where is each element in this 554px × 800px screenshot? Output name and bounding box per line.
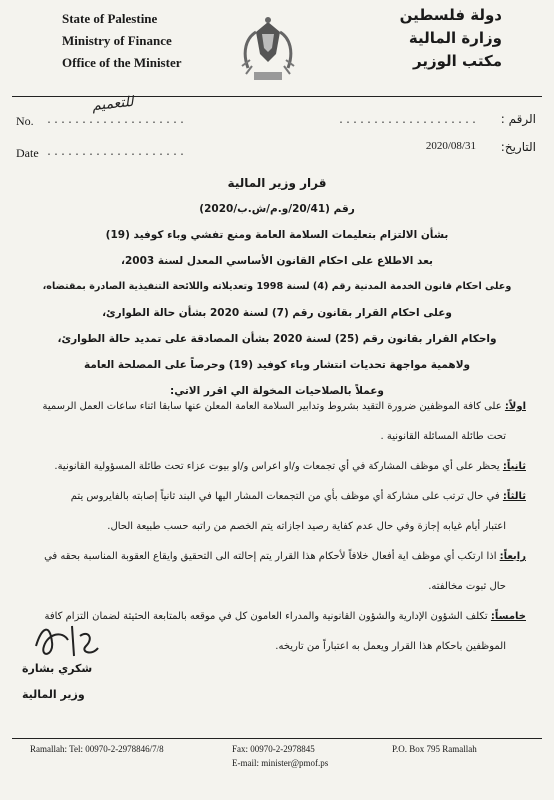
clause-line: اعتبار أيام غيابه إجازة وفي حال عدم كفاية رصيد اجازاته يتم الخصم من راتبه حسب طبيعة الحال. xyxy=(107,521,506,532)
preamble-line: وعلى احكام قانون الخدمة المدنية رقم (4) لسنة 1998 وتعديلاته واللائحة التنفيذية الصادرة بمقتضاه، xyxy=(42,281,512,292)
clause-line: ثانياً: يحظر على أي موظف المشاركة في أي تجمعات و/او اعراس و/او بيوت عزاء تحت طائلة المسؤولية القانونية. xyxy=(54,461,526,472)
palestine-emblem-icon xyxy=(236,16,300,90)
preamble-line: وعلى احكام القرار بقانون رقم (7) لسنة 2020 بشأن حالة الطوارئ، xyxy=(102,307,452,319)
decision-preamble xyxy=(20,170,534,404)
clause-line: اولاً: على كافة الموظفين ضرورة التقيد بشروط وتدابير السلامة العامة المعلن عنها سابقا اثناء ساعات العمل الرسمية xyxy=(42,401,526,412)
clause-line: تحت طائلة المسائلة القانونية . xyxy=(380,431,506,442)
preamble-line: بعد الاطلاع على احكام القانون الأساسي المعدل لسنة 2003، xyxy=(121,255,433,267)
ministry-name-en: Ministry of Finance xyxy=(62,33,172,48)
clause-line: الموظفين باحكام هذا القرار ويعمل به اعتباراً من تاريخه. xyxy=(275,641,506,652)
office-name-ar: مكتب الوزير xyxy=(412,52,502,70)
footer-pobox: P.O. Box 795 Ramallah xyxy=(392,744,477,754)
preamble-line: واحكام القرار بقانون رقم (25) لسنة 2020 بشأن المصادقة على تمديد حالة الطوارئ، xyxy=(57,333,497,345)
date-label-ar: التاريخ: xyxy=(500,140,536,154)
decision-title: قرار وزير المالية xyxy=(227,176,327,190)
state-name-ar: دولة فلسطين xyxy=(399,6,502,24)
footer-address: Ramallah: Tel: 00970-2-2978846/7/8 xyxy=(30,744,164,754)
number-dots: .................... xyxy=(46,116,187,127)
clause-line: خامساً: تكلف الشؤون الإدارية والشؤون القانونية والمدراء العامون كل في موقعه بالمتابعة الحثيثة لضمان التزام كافة xyxy=(44,611,526,622)
decision-subject: بشأن الالتزام بتعليمات السلامة العامة ومنع تفشي وباء كوفيد (19) xyxy=(105,229,449,241)
ministry-name-ar: وزارة المالية xyxy=(408,29,502,47)
clause-line: حال ثبوت مخالفته. xyxy=(428,581,506,592)
footer-email: E-mail: minister@pmof.ps xyxy=(232,758,329,768)
preamble-line: وعملاً بالصلاحيات المخولة الي اقرر الاتي: xyxy=(170,385,384,397)
header-divider xyxy=(12,96,542,97)
footer-divider xyxy=(12,738,542,739)
state-name-en: State of Palestine xyxy=(62,11,158,26)
number-dots-ar: .................... xyxy=(337,116,478,127)
office-name-en: Office of the Minister xyxy=(62,55,182,70)
signature-scribble-icon xyxy=(28,616,108,666)
footer-fax: Fax: 00970-2-2978845 xyxy=(232,744,315,754)
date-label-en: Date xyxy=(16,146,39,160)
signatory-title: وزير المالية xyxy=(22,688,85,701)
preamble-line: ولاهمية مواجهة تحديات انتشار وباء كوفيد (19) وحرصاً على المصلحة العامة xyxy=(83,359,471,371)
english-letterhead xyxy=(62,8,181,74)
signatory-name: شكري بشارة xyxy=(22,662,93,675)
date-value-ar: 2020/08/31 xyxy=(425,140,476,152)
clause-line: رابعاً: اذا ارتكب أي موظف اية أفعال خلافاً لأحكام هذا القرار يتم إحالته الى التحقيق وايقاع العقوبة المناسبة بحقه في xyxy=(44,551,526,562)
arabic-letterhead xyxy=(400,4,502,73)
date-dots: .................... xyxy=(46,148,187,159)
number-label-ar: الرقم : xyxy=(500,112,536,126)
decision-number: رقم (20/41/و.م/ش.ب/2020) xyxy=(199,203,355,215)
handwritten-number: للتعميم xyxy=(91,93,135,115)
number-label-en: No. xyxy=(16,114,34,128)
clause-line: ثالثاً: في حال ترتب على مشاركة أي موظف بأي من التجمعات المشار اليها في البند ثانياً إصابته بالفايروس يتم xyxy=(70,491,526,502)
